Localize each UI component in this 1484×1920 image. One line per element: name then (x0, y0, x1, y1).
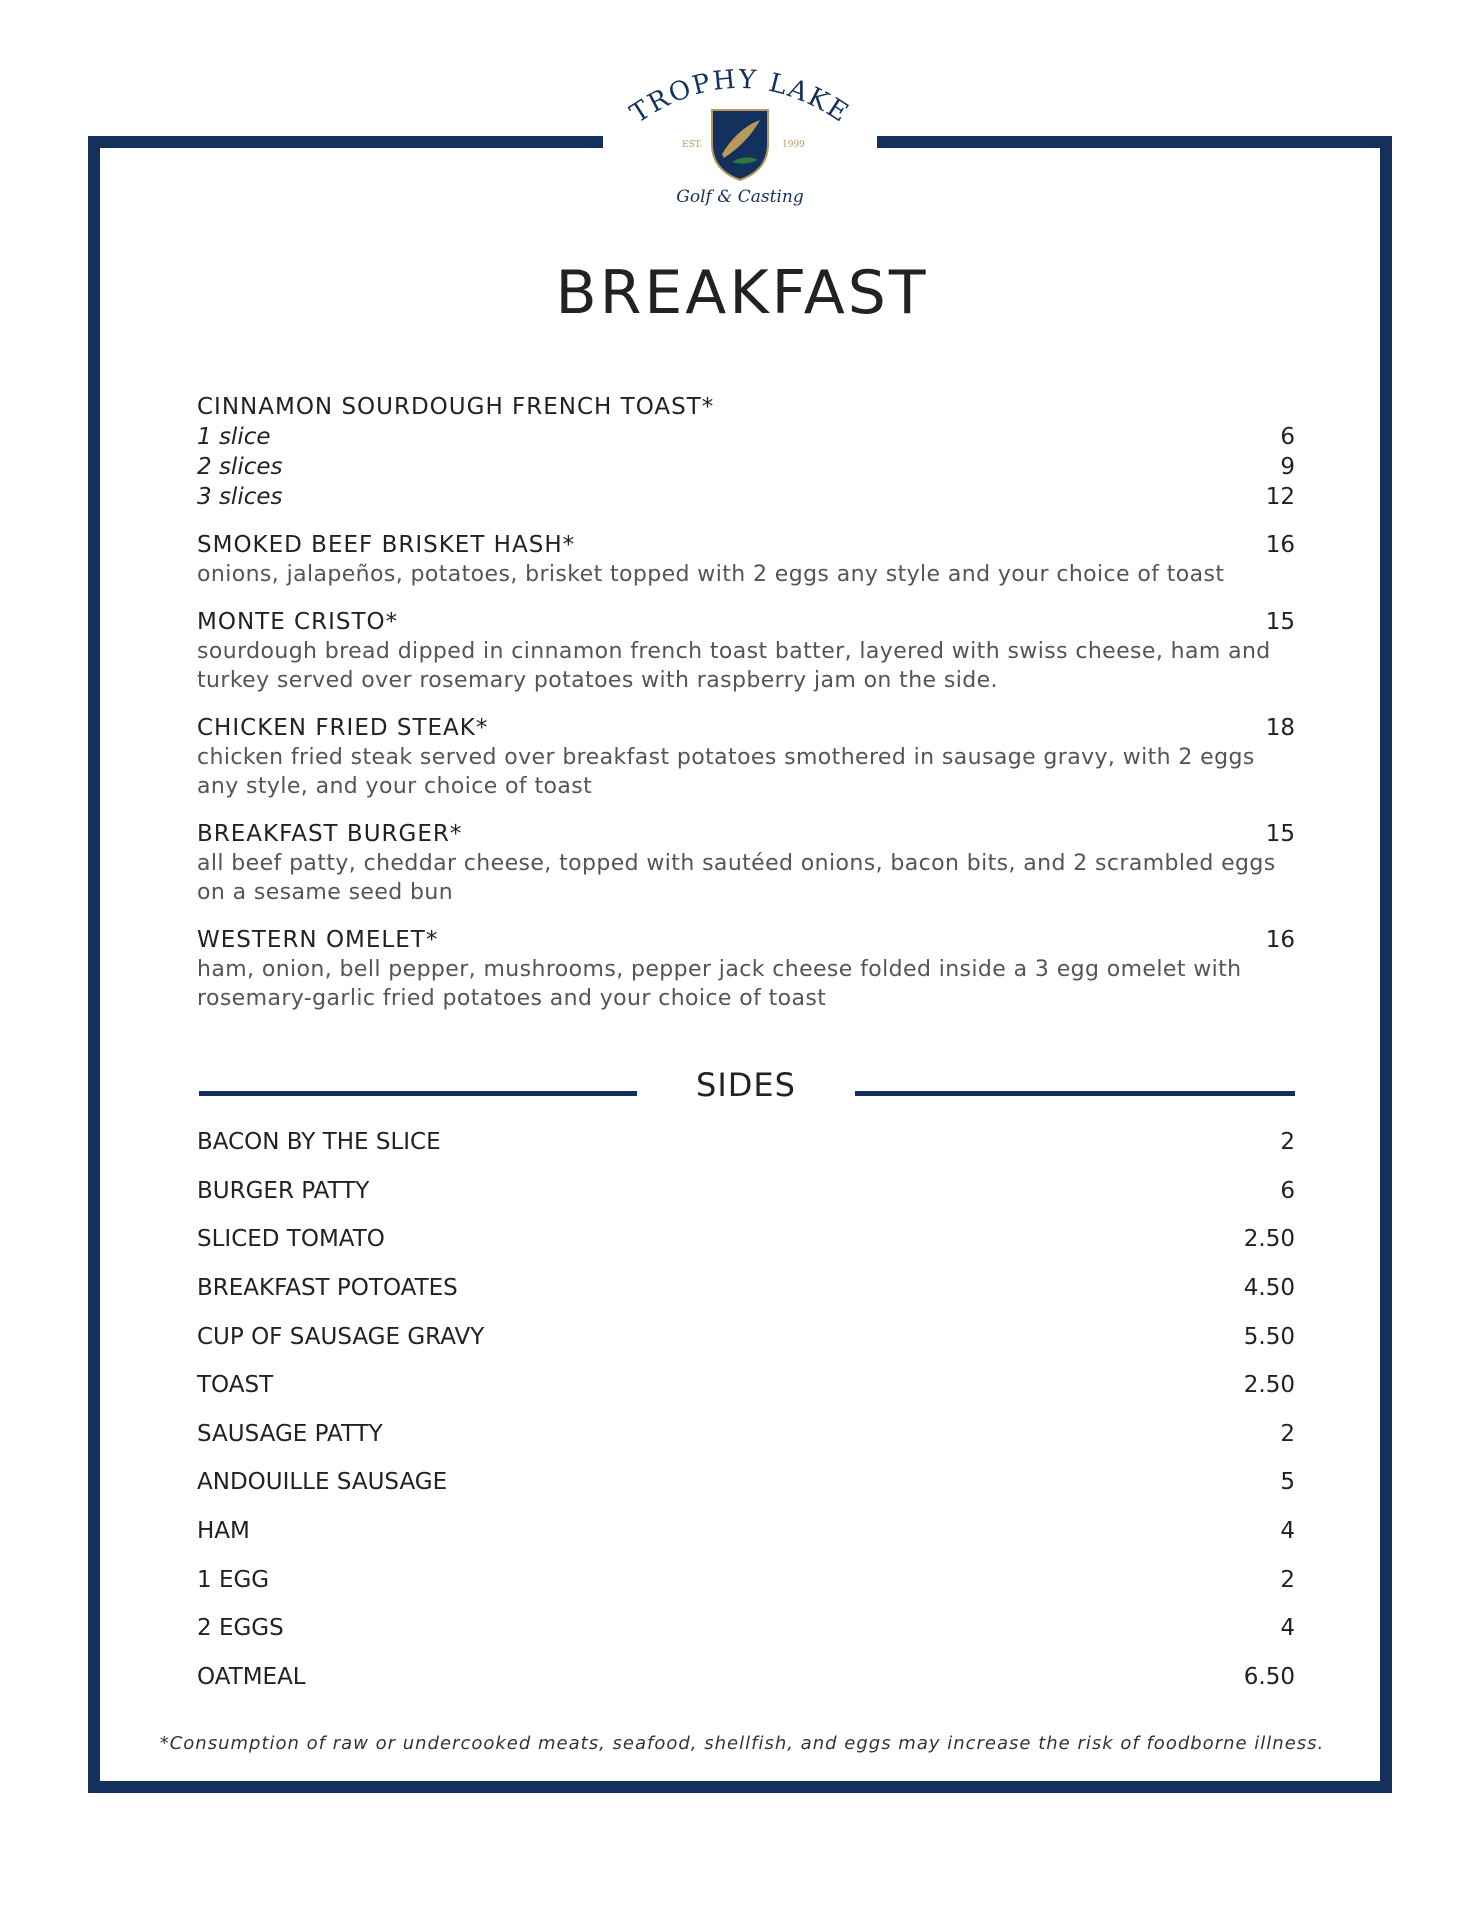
side-item-price: 2.50 (1243, 1226, 1295, 1253)
menu-item (197, 392, 1295, 512)
side-item (197, 1410, 1295, 1459)
side-item (197, 1653, 1295, 1702)
page-title: BREAKFAST (555, 258, 929, 328)
menu-item-description: all beef patty, cheddar cheese, topped with sautéed onions, bacon bits, and 2 scrambled eggs on a sesame seed bun (197, 851, 1276, 905)
menu-item-option (197, 422, 1295, 452)
sides-header (199, 1066, 1295, 1112)
menu-item (197, 713, 1295, 801)
menu-item-description: chicken fried steak served over breakfast potatoes smothered in sausage gravy, with 2 eggs any style, and your choice of toast (197, 745, 1255, 799)
trophy-lake-logo (620, 62, 860, 222)
logo-graphic (620, 62, 860, 222)
menu-item (197, 819, 1295, 907)
side-item-name: 2 EGGS (197, 1615, 284, 1642)
sides-divider-right (855, 1091, 1295, 1096)
side-item-name: OATMEAL (197, 1663, 306, 1690)
menu-item-header (197, 530, 1295, 560)
option-price: 12 (1265, 484, 1295, 510)
side-item-name: SAUSAGE PATTY (197, 1420, 383, 1447)
side-item (197, 1312, 1295, 1361)
option-price: 9 (1280, 454, 1295, 480)
option-label: 2 slices (197, 454, 283, 480)
disclaimer: *Consumption of raw or undercooked meats, seafood, shellfish, and eggs may increase the risk of foodborne illness. (159, 1733, 1325, 1754)
menu-item-header (197, 925, 1295, 955)
logo-name: TROPHY LAKE (625, 64, 855, 130)
breakfast-menu-list (197, 392, 1295, 1031)
side-item-price: 2 (1280, 1420, 1295, 1447)
side-item (197, 1555, 1295, 1604)
side-item-name: TOAST (197, 1372, 274, 1399)
logo-tagline: Golf & Casting (676, 187, 804, 207)
side-item-price: 4 (1280, 1615, 1295, 1642)
side-item-price: 6.50 (1243, 1663, 1295, 1690)
side-item-price: 5.50 (1243, 1323, 1295, 1350)
logo-est: EST. (682, 140, 703, 150)
side-item (197, 1264, 1295, 1313)
menu-item-header (197, 819, 1295, 849)
menu-item-price: 16 (1265, 532, 1295, 558)
side-item-name: CUP OF SAUSAGE GRAVY (197, 1323, 485, 1350)
side-item (197, 1167, 1295, 1216)
menu-item-description: ham, onion, bell pepper, mushrooms, pepper jack cheese folded inside a 3 egg omelet with rosemary-garlic fried potatoes and your choice of toast (197, 957, 1242, 1011)
side-item-name: 1 EGG (197, 1566, 270, 1593)
side-item-name: SLICED TOMATO (197, 1226, 385, 1253)
menu-item-price: 15 (1265, 609, 1295, 635)
sides-title: SIDES (696, 1066, 796, 1104)
side-item-price: 4.50 (1243, 1275, 1295, 1302)
side-item (197, 1604, 1295, 1653)
menu-item-header (197, 607, 1295, 637)
side-item-price: 5 (1280, 1469, 1295, 1496)
side-item-name: BURGER PATTY (197, 1177, 370, 1204)
menu-item-price: 18 (1265, 715, 1295, 741)
side-item (197, 1507, 1295, 1556)
side-item (197, 1215, 1295, 1264)
logo-year: 1999 (782, 140, 805, 150)
side-item-price: 4 (1280, 1518, 1295, 1545)
menu-item-option (197, 452, 1295, 482)
menu-item-description: sourdough bread dipped in cinnamon french toast batter, layered with swiss cheese, ham and turkey served over rosemary potatoes with raspberry jam on the side. (197, 639, 1271, 693)
side-item-price: 2 (1280, 1129, 1295, 1156)
sides-divider-left (199, 1091, 637, 1096)
menu-item-name: CHICKEN FRIED STEAK* (197, 715, 489, 741)
option-label: 3 slices (197, 484, 283, 510)
menu-item-name: BREAKFAST BURGER* (197, 821, 463, 847)
menu-item (197, 530, 1295, 589)
side-item-name: ANDOUILLE SAUSAGE (197, 1469, 448, 1496)
option-label: 1 slice (197, 424, 271, 450)
sides-list (197, 1118, 1295, 1701)
menu-item-name: WESTERN OMELET* (197, 927, 439, 953)
menu-item-header (197, 713, 1295, 743)
side-item (197, 1458, 1295, 1507)
side-item-name: BACON BY THE SLICE (197, 1129, 441, 1156)
menu-item-option (197, 482, 1295, 512)
menu-item (197, 607, 1295, 695)
side-item-price: 2 (1280, 1566, 1295, 1593)
menu-item-name: SMOKED BEEF BRISKET HASH* (197, 532, 576, 558)
side-item-price: 2.50 (1243, 1372, 1295, 1399)
side-item (197, 1118, 1295, 1167)
side-item-name: BREAKFAST POTOATES (197, 1275, 458, 1302)
side-item-price: 6 (1280, 1177, 1295, 1204)
menu-item-price: 15 (1265, 821, 1295, 847)
side-item (197, 1361, 1295, 1410)
side-item-name: HAM (197, 1518, 250, 1545)
option-price: 6 (1280, 424, 1295, 450)
menu-item-header (197, 392, 1295, 422)
menu-item-name: CINNAMON SOURDOUGH FRENCH TOAST* (197, 394, 715, 420)
menu-item-name: MONTE CRISTO* (197, 609, 399, 635)
menu-item (197, 925, 1295, 1013)
menu-item-description: onions, jalapeños, potatoes, brisket topped with 2 eggs any style and your choice of toast (197, 562, 1225, 587)
menu-item-price: 16 (1265, 927, 1295, 953)
